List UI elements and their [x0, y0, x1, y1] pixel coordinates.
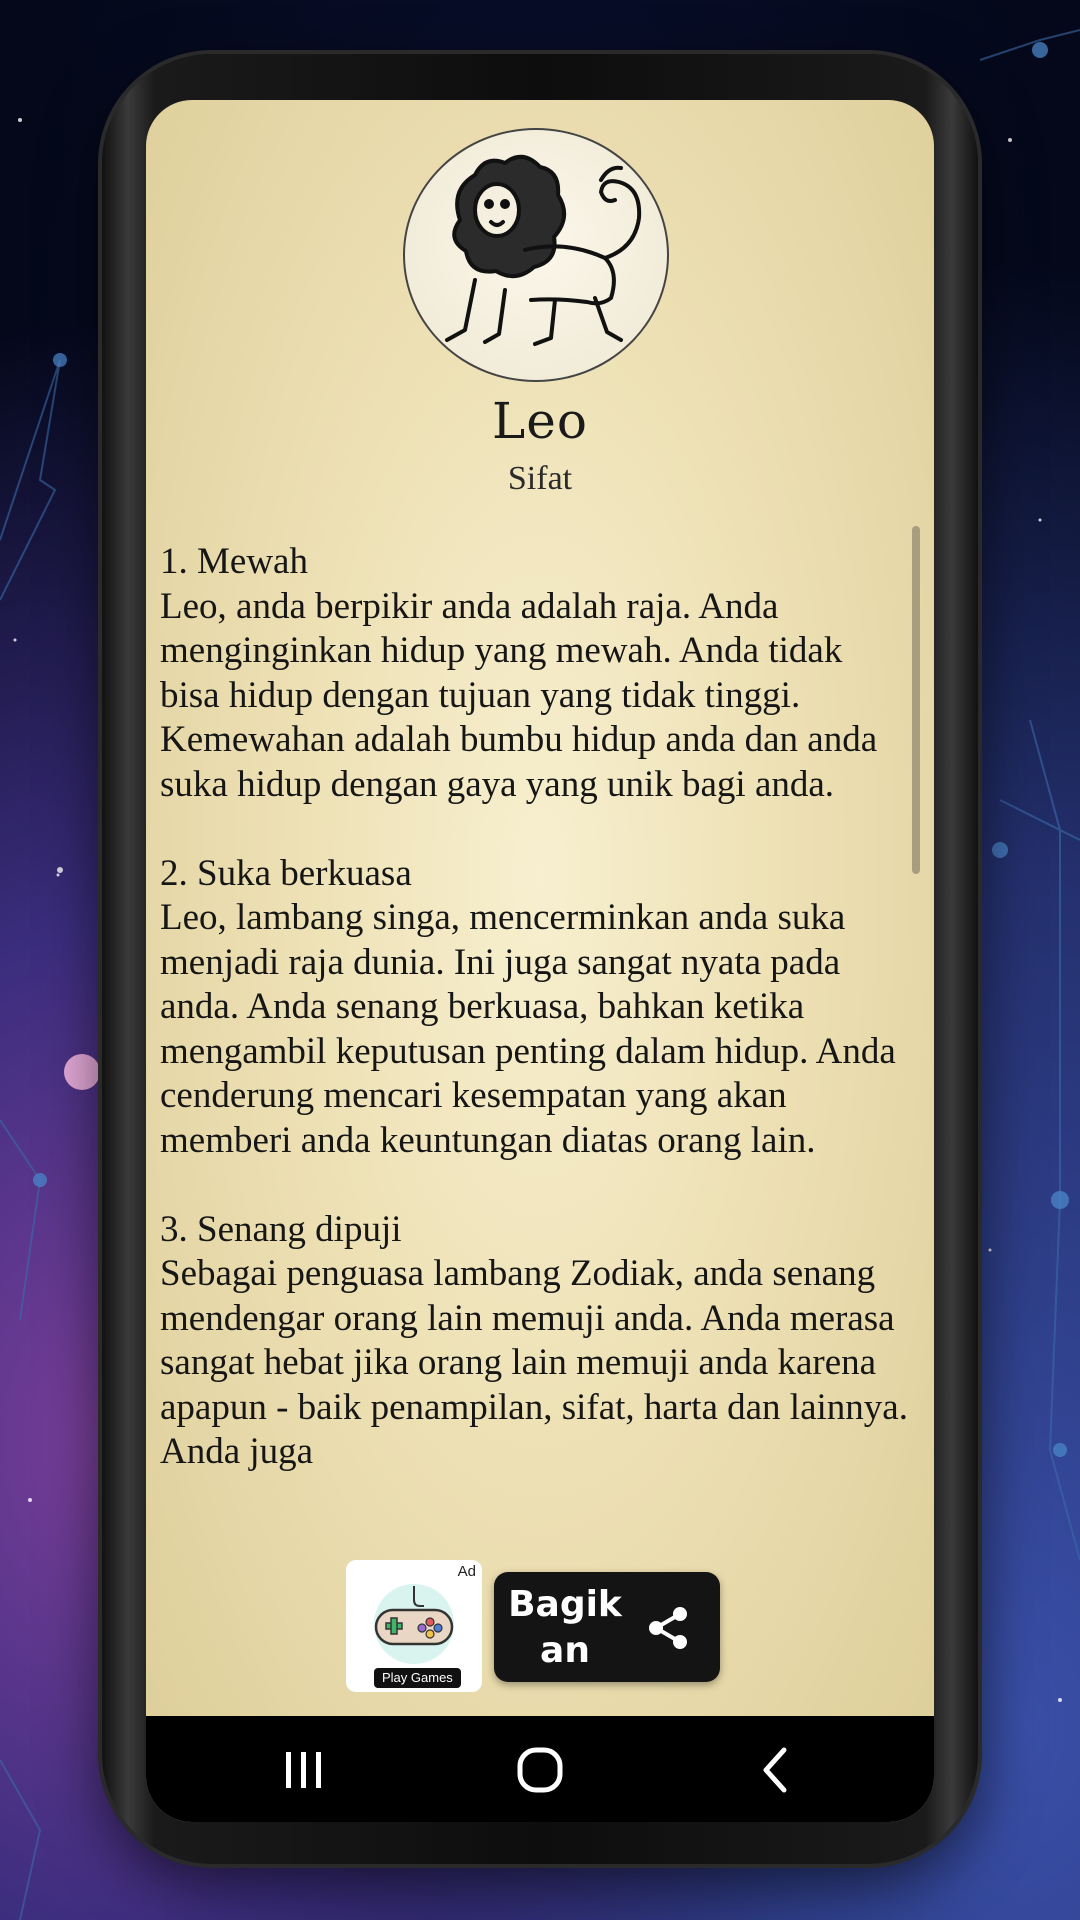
scrollbar[interactable] — [912, 526, 920, 874]
ad-play-games[interactable] — [346, 1560, 482, 1692]
trait-text: Leo, anda berpikir anda adalah raja. Anda menginginkan hidup yang mewah. Anda tidak bisa hidup dengan tujuan yang tidak tinggi. Kemewahan adalah bumbu hidup anda dan anda suka hidup dengan gaya yang unik bagi anda. — [160, 585, 878, 805]
lion-woodcut-icon — [403, 128, 669, 382]
sign-title: Leo — [492, 392, 588, 450]
trait-item — [160, 1208, 910, 1475]
home-icon[interactable] — [508, 1738, 572, 1802]
share-label: Bagikan — [508, 1584, 622, 1671]
trait-text: Sebagai penguasa lambang Zodiak, anda senang mendengar orang lain memuji anda. Anda merasa sangat hebat jika orang lain memuji anda karena apapun - baik penampilan, sifat, harta dan lainnya. Anda juga — [160, 1253, 908, 1472]
share-button[interactable] — [494, 1572, 720, 1682]
system-nav-bar — [146, 1716, 934, 1822]
trait-heading: 1. Mewah — [160, 541, 308, 582]
back-icon[interactable] — [744, 1738, 808, 1802]
trait-text: Leo, lambang singa, mencerminkan anda suka menjadi raja dunia. Ini juga sangat nyata pada anda. Anda senang berkuasa, bahkan ketika mengambil keputusan penting dalam hidup. Anda cenderung mencari kesempatan yang akan memberi anda keuntungan diatas orang lain. — [160, 897, 896, 1161]
share-icon — [644, 1604, 692, 1652]
trait-heading: 2. Suka berkuasa — [160, 852, 412, 894]
trait-heading: 3. Senang dipuji — [160, 1208, 402, 1250]
gamepad-icon — [358, 1576, 470, 1668]
trait-item — [160, 852, 910, 1164]
app-screen — [146, 100, 934, 1822]
bottom-action-bar — [146, 1550, 934, 1716]
ad-badge: Ad — [457, 1563, 476, 1580]
traits-content[interactable] — [160, 540, 910, 1550]
recents-icon[interactable] — [272, 1738, 336, 1802]
section-subtitle: Sifat — [507, 460, 573, 497]
trait-item — [160, 540, 910, 807]
ad-label: Play Games — [374, 1668, 461, 1688]
